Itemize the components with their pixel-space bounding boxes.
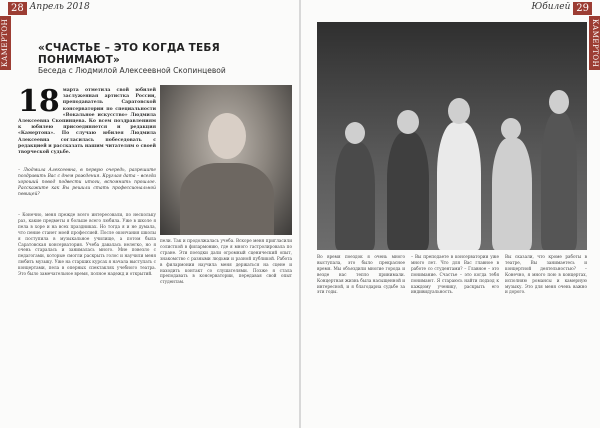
left-page-number: 28 [8,2,27,15]
dropcap-number: 18 [18,84,60,119]
left-header [8,2,295,16]
left-issue-date: Апрель 2018 [29,2,90,12]
right-header [305,2,592,16]
right-page-number: 29 [573,2,592,15]
portrait-photo [160,85,292,235]
stage-photo [317,22,587,250]
body-column-3: Во время поездок я очень много выступала, это было прекрасное время. Мы объездили многие города и везде нас тепло принимали. Концертная жизнь была насыщенной и интересной, и я благодарна судьбе за эти годы. [317,254,405,295]
left-section-tab: КАМЕРТОН [0,16,11,70]
article-subtitle: Беседа с Людмилой Алексеевной Скопинцевой [38,66,226,75]
right-section-name: Юбилей [531,2,571,12]
right-page [301,0,600,428]
intro-text: марта отметила свой юбилей заслуженная артистка России, преподаватель Саратовской консерватории по специальности «Вокальное искусство» Людмила Алексеевна Скопинцева. Ко всем поздравлениям к юбилею присоединяется и редакция «Камертона». По случаю юбилея Людмила Алексеевна согласилась побеседовать с редакцией и рассказать нашим читателям о своей творческой судьбе. [18,88,156,156]
body-column-1: – Конечно, меня прежде всего интересовали, по нескольку раз, какие предметы я больше всего любила. Уже в школе я пела в хоре и на всех праздниках. Но тогда я и не думала, что пение станет моей профессией. После окончания школы я поступила в музыкальное училище, а потом была Саратовская консерватория. Учеба давалась нелегко, но я очень старалась и занималась много. Мне повезло с педагогами, которые смогли раскрыть голос и научили меня любить музыку. Уже на старших курсах я начала выступать с концертами, пела в оперных спектаклях учебного театра. Это было замечательное время, полное надежд и открытий. [18,212,156,277]
body-column-5: Вы сказали, что кроме работы в театре, Вы занимаетесь и концертной деятельностью? – Конечно, я много пою в концертах, исполняю романсы и камерную музыку. Это для меня очень важно и дорого. [505,254,587,295]
right-section-tab: КАМЕРТОН [589,16,600,70]
interview-question: – Людмила Алексеевна, в первую очередь, разрешите поздравить Вас с днем рождения. Круглая дата – всегда хороший повод подвести итоги, вспомнить прошлое. Расскажите как Вы решили стать профессиональной певицей? [18,168,156,197]
article-title: «СЧАСТЬЕ – ЭТО КОГДА ТЕБЯ ПОНИМАЮТ» [38,42,220,66]
left-page [0,0,299,428]
body-column-4: – Вы преподаете в консерватории уже много лет. Что для Вас главное в работе со студентами? – Главное – это понимание. Счастье – это когда тебя понимают. Я стараюсь найти подход к каждому ученику, раскрыть его индивидуальность. [411,254,499,295]
body-column-2: пели. Так и продолжалась учеба. Вскоре меня пригласили солисткой в филармонию, где я много гастролировала по стране. Эти поездки дали огромный сценический опыт, знакомство с разными людьми и разной публикой. Работа в филармонии научила меня держаться на сцене и находить контакт со слушателями. Позже я стала преподавать в консерватории, передавая свой опыт студентам. [160,238,292,285]
article-intro [18,84,156,156]
